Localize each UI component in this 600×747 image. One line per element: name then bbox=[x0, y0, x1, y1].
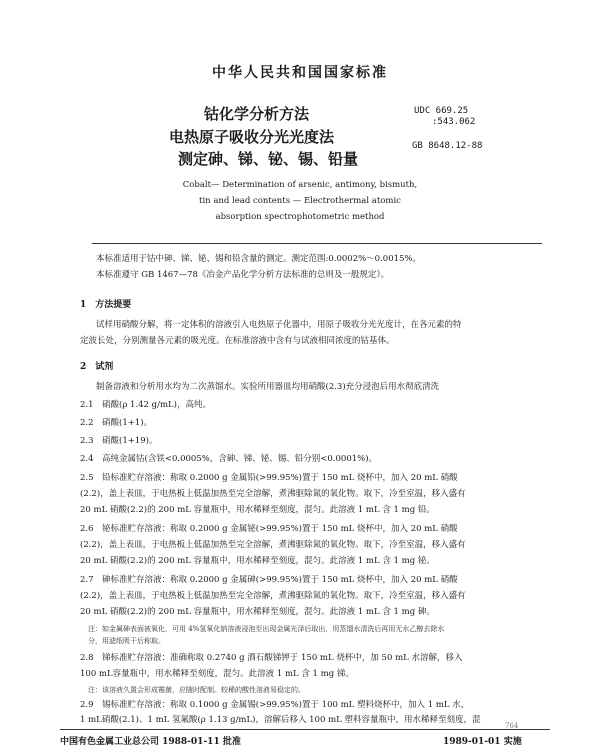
approval-line: 中国有色金属工业总公司 1988-01-11 批准 bbox=[60, 737, 241, 747]
section-2-intro: 制备溶液和分析用水均为二次蒸馏水。实验所用器皿均用硝酸(2.3)充分浸泡后用水彻底清洗 bbox=[96, 382, 440, 392]
section-2-heading: 2 试剂 bbox=[80, 362, 114, 372]
page-number: 764 bbox=[505, 722, 519, 730]
header-divider bbox=[92, 243, 542, 244]
reagent-2-7: 2.7 砷标准贮存溶液：称取 0.2000 g 金属砷(>99.95%)置于 150 mL 烧杯中，加入 20 mL 硝酸 bbox=[80, 575, 458, 585]
standard-name: 中华人民共和国国家标准 bbox=[212, 65, 388, 81]
reagent-2-6: 2.6 铋标准贮存溶液：称取 0.2000 g 金属铋(>99.95%)置于 150 mL 烧杯中，加入 20 mL 硝酸 bbox=[80, 524, 458, 534]
udc-code-continued: :543.062 bbox=[432, 117, 476, 127]
intro-scope: 本标准适用于钴中砷、锑、铋、锡和铅含量的测定。测定范围:0.0002%～0.0015%。 bbox=[96, 254, 422, 264]
note-antimony: 注：该溶液久置会形成霉菌，应随时配制。较稀的酸性溶液易稳定的。 bbox=[88, 686, 305, 694]
reagent-2-7: (2.2)，盖上表皿，于电热板上低温加热至完全溶解，煮沸驱除氮的氧化物。取下，冷至室温，移入盛有 bbox=[80, 591, 466, 601]
section-1-heading: 1 方法提要 bbox=[80, 300, 132, 310]
reagent-2-4: 2.4 高纯金属钴(含铁<0.0005%，含砷、锑、铋、锡、铅分别<0.0001%)。 bbox=[80, 454, 378, 464]
reagent-2-7: 20 mL 硝酸(2.2)的 200 mL 容量瓶中，用水稀释至刻度，混匀。此溶液 1 mL 含 1 mg 砷。 bbox=[80, 607, 435, 617]
reagent-2-9: 2.9 锡标准贮存溶液：称取 0.1000 g 金属锡(>99.95%)置于 100 mL 塑料烧杯中，加入 1 mL 水， bbox=[80, 700, 470, 710]
reagent-2-3: 2.3 硝酸(1+19)。 bbox=[80, 436, 158, 446]
reagent-2-9: 1 mL硝酸(2.1)、1 mL 氢氟酸(ρ 1.13 g/mL)，溶解后移入 100 mL 塑料容量瓶中，用水稀释至刻度，混 bbox=[80, 715, 481, 725]
note-arsenic: 注：如金属砷表面被氧化，可用 4%氢氧化钠溶液浸泡至出现金属光泽后取出，用蒸馏水清洗后再用无水乙醇去除水 bbox=[88, 625, 445, 633]
reagent-2-6: 20 mL 硝酸(2.2)的 200 mL 容量瓶中，用水稀释至刻度，混匀。此溶液 1 mL 含 1 mg 铋。 bbox=[80, 556, 435, 566]
title-line-3: 测定砷、锑、铋、锡、铅量 bbox=[178, 150, 359, 168]
reagent-2-2: 2.2 硝酸(1+1)。 bbox=[80, 418, 153, 428]
reagent-2-5: 2.5 铅标准贮存溶液：称取 0.2000 g 金属铅(>99.95%)置于 150 mL 烧杯中，加入 20 mL 硝酸 bbox=[80, 473, 458, 483]
title-line-2: 电热原子吸收分光光度法 bbox=[169, 128, 335, 146]
note-arsenic: 分，用滤纸吸干后称取。 bbox=[88, 637, 165, 645]
title-line-1: 钴化学分析方法 bbox=[204, 105, 310, 123]
english-title-line-1: Cobalt— Determination of arsenic, antimony, bismuth, bbox=[182, 180, 418, 190]
reagent-2-5: 20 mL 硝酸(2.2)的 200 mL 容量瓶中，用水稀释至刻度，混匀。此溶液 1 mL 含 1 mg 铅。 bbox=[80, 505, 435, 515]
intro-compliance: 本标准遵守 GB 1467—78《冶金产品化学分析方法标准的总则及一般规定》。 bbox=[96, 270, 390, 280]
udc-code: UDC 669.25 bbox=[414, 106, 469, 116]
reagent-2-8: 100 mL容量瓶中，用水稀释至刻度，混匀。此溶液 1 mL 含 1 mg 锑。 bbox=[80, 669, 354, 679]
english-title-line-2: tin and lead contents — Electrothermal atomic bbox=[199, 196, 401, 206]
reagent-2-8: 2.8 锑标准贮存溶液：准确称取 0.2740 g 酒石酸锑钾于 150 mL 烧杯中，加 50 mL 水溶解，移入 bbox=[80, 653, 463, 663]
section-1-text: 定波长处，分别测量各元素的吸光度。在标准溶液中含有与试液相同浓度的钴基体。 bbox=[80, 336, 395, 346]
english-title-line-3: absorption spectrophotometric method bbox=[215, 212, 385, 222]
reagent-2-5: (2.2)，盖上表皿，于电热板上低温加热至完全溶解，煮沸驱除氮的氧化物。取下，冷至室温，移入盛有 bbox=[80, 489, 466, 499]
section-1-text: 试样用硝酸分解，将一定体积的溶液引入电热原子化器中，用原子吸收分光光度计，在各元素的特 bbox=[96, 320, 462, 330]
implementation-date: 1989-01-01 实施 bbox=[443, 737, 522, 747]
reagent-2-6: (2.2)，盖上表皿，于电热板上低温加热至完全溶解，煮沸驱除氮的氧化物。取下，冷至室温，移入盛有 bbox=[80, 540, 466, 550]
gb-number: GB 8648.12-88 bbox=[412, 141, 483, 151]
footer-divider bbox=[60, 729, 550, 730]
reagent-2-1: 2.1 硝酸(ρ 1.42 g/mL)，高纯。 bbox=[80, 400, 211, 410]
